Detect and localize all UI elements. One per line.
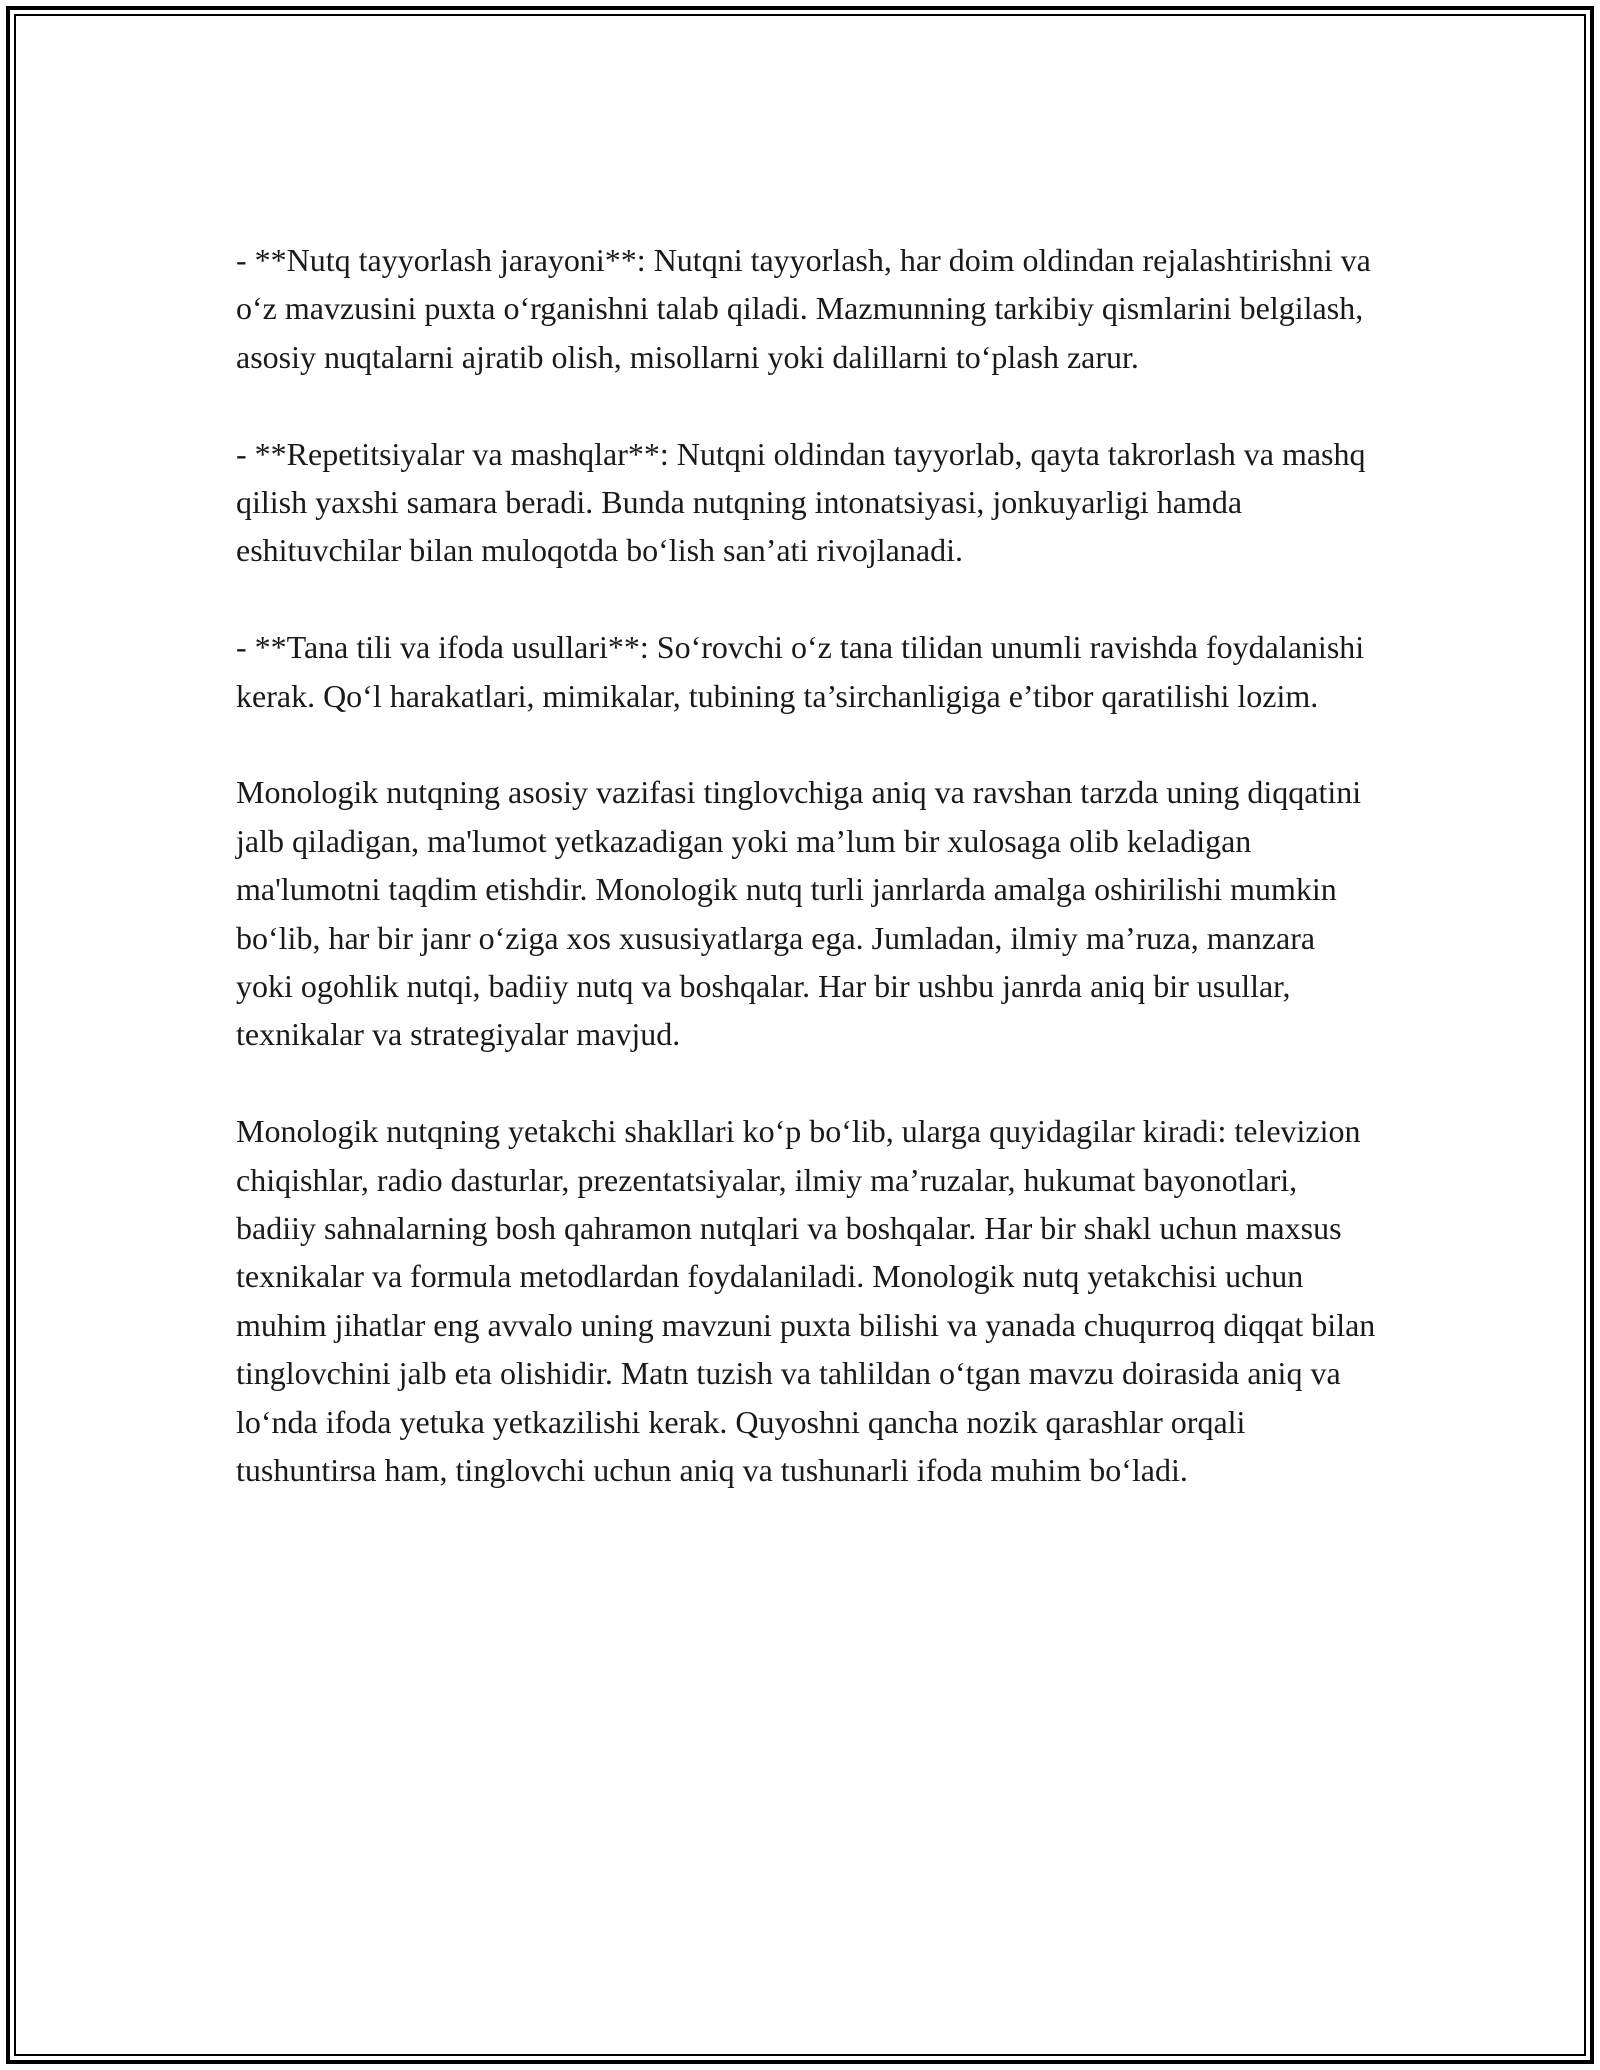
paragraph-monologik-shakllari: Monologik nutqning yetakchi shakllari ko‘p bo‘lib, ularga quyidagilar kiradi: televizion chiqishlar, radio dasturlar, prezentatsiyalar, ilmiy ma’ruzalar, hukumat bayonotlari, badiiy sahnalarning bosh qahramon nutqlari va boshqalar. Har bir shakl uchun maxsus texnikalar va formula metodlardan foydalaniladi. Monologik nutq yetakchisi uchun muhim jihatlar eng avvalo uning mavzuni puxta bilishi va yanada chuqurroq diqqat bilan tinglovchini jalb eta olishidir. Matn tuzish va tahlildan o‘tgan mavzu doirasida aniq va lo‘nda ifoda yetuka yetkazilishi kerak. Quyoshni qancha nozik qarashlar orqali tushuntirsa ham, tinglovchi uchun aniq va tushunarli ifoda muhim bo‘ladi. — [236, 1113, 1376, 1489]
paragraph-repetitsiyalar: - **Repetitsiyalar va mashqlar**: Nutqni oldindan tayyorlab, qayta takrorlash va mashq qilish yaxshi samara beradi. Bunda nutqning intonatsiyasi, jonkuyarligi hamda eshituvchilar bilan muloqotda bo‘lish san’ati rivojlanadi. — [236, 435, 1366, 569]
document-body — [236, 236, 1376, 1543]
paragraph-nutq-tayyorlash: - **Nutq tayyorlash jarayoni**: Nutqni tayyorlash, har doim oldindan rejalashtirishni va o‘z mavzusini puxta o‘rganishni talab qiladi. Mazmunning tarkibiy qismlarini belgilash, asosiy nuqtalarni ajratib olish, misollarni yoki dalillarni to‘plash zarur. — [236, 242, 1371, 375]
paragraph-tana-tili: - **Tana tili va ifoda usullari**: So‘rovchi o‘z tana tilidan unumli ravishda foydalanishi kerak. Qo‘l harakatlari, mimikalar, tubining ta’sirchanligiga e’tibor qaratilishi lozim. — [236, 629, 1365, 714]
paragraph-monologik-vazifasi: Monologik nutqning asosiy vazifasi tinglovchiga aniq va ravshan tarzda uning diqqatini jalb qiladigan, ma'lumot yetkazadigan yoki ma’lum bir xulosaga olib keladigan ma'lumotni taqdim etishdir. Monologik nutq turli janrlarda amalga oshirilishi mumkin bo‘lib, har bir janr o‘ziga xos xususiyatlarga ega. Jumladan, ilmiy ma’ruza, manzara yoki ogohlik nutqi, badiiy nutq va boshqalar. Har bir ushbu janrda aniq bir usullar, texnikalar va strategiyalar mavjud. — [236, 774, 1362, 1053]
